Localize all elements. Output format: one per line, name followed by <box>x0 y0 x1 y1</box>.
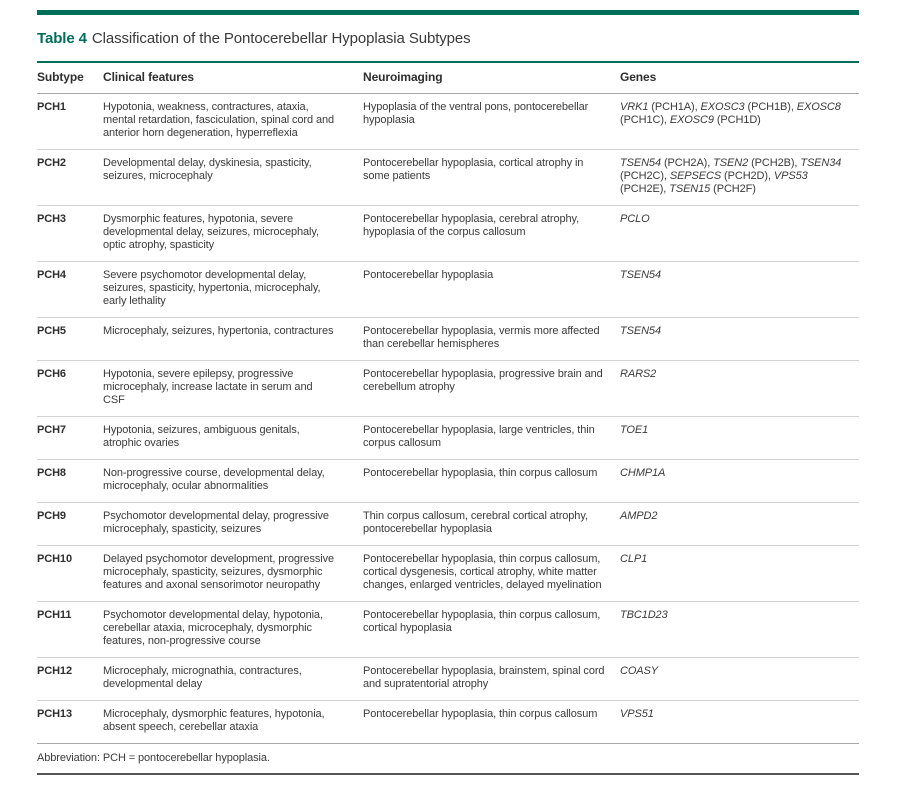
cell-clinical-features: Hypotonia, weakness, contractures, ataxia, mental retardation, fasciculation, spinal cord and anterior horn degeneration, hyperreflexia <box>103 101 335 139</box>
cell-genes <box>620 503 859 546</box>
cell-subtype: PCH8 <box>37 467 66 479</box>
gene-symbol: VPS51 <box>620 708 654 720</box>
cell-genes <box>620 417 859 460</box>
cell-genes: VRK1 (PCH1A), EXOSC3 (PCH1B), EXOSC8 (PCH1C), EXOSC9 (PCH1D) <box>620 101 841 126</box>
cell-neuroimaging: Pontocerebellar hypoplasia, large ventricles, thin corpus callosum <box>363 424 595 449</box>
cell-clinical-features: Severe psychomotor developmental delay, seizures, spasticity, hypertonia, microcephaly, early lethality <box>103 269 321 307</box>
cell-subtype: PCH10 <box>37 553 72 565</box>
table-row <box>37 206 859 262</box>
table-4-figure <box>37 10 859 775</box>
cell-genes <box>620 546 859 602</box>
cell-neuroimaging: Pontocerebellar hypoplasia, thin corpus callosum <box>363 708 598 720</box>
cell-clinical-features: Hypotonia, severe epilepsy, progressive microcephaly, increase lactate in serum and CSF <box>103 368 313 406</box>
cell-genes <box>620 658 859 701</box>
gene-symbol: TSEN34 <box>800 157 842 169</box>
cell-genes <box>620 318 859 361</box>
cell-neuroimaging: Pontocerebellar hypoplasia, thin corpus callosum <box>363 467 598 479</box>
gene-symbol: EXOSC8 <box>796 101 841 113</box>
gene-symbol: TOE1 <box>620 424 649 436</box>
gene-symbol: VRK1 <box>620 101 649 113</box>
cell-genes <box>620 602 859 658</box>
table-bottom-rule <box>37 773 859 775</box>
cell-neuroimaging: Hypoplasia of the ventral pons, pontocerebellar hypoplasia <box>363 101 589 126</box>
gene-symbol: EXOSC3 <box>700 101 745 113</box>
cell-genes <box>620 701 859 744</box>
cell-genes <box>620 206 859 262</box>
cell-neuroimaging: Pontocerebellar hypoplasia, vermis more affected than cerebellar hemispheres <box>363 325 600 350</box>
table-top-accent-bar <box>37 10 859 15</box>
cell-subtype: PCH12 <box>37 665 72 677</box>
gene-symbol: COASY <box>620 665 659 677</box>
gene-symbol: VPS53 <box>773 170 808 182</box>
cell-neuroimaging: Pontocerebellar hypoplasia, cerebral atrophy, hypoplasia of the corpus callosum <box>363 213 580 238</box>
cell-clinical-features: Microcephaly, dysmorphic features, hypotonia, absent speech, cerebellar ataxia <box>103 708 325 733</box>
cell-neuroimaging: Pontocerebellar hypoplasia <box>363 269 494 281</box>
cell-neuroimaging: Pontocerebellar hypoplasia, brainstem, spinal cord and supratentorial atrophy <box>363 665 605 690</box>
cell-clinical-features: Developmental delay, dyskinesia, spasticity, seizures, microcephaly <box>103 157 312 182</box>
gene-symbol: SEPSECS <box>669 170 722 182</box>
cell-neuroimaging: Thin corpus callosum, cerebral cortical atrophy, pontocerebellar hypoplasia <box>363 510 588 535</box>
cell-clinical-features: Psychomotor developmental delay, progressive microcephaly, spasticity, seizures <box>103 510 329 535</box>
table-footnote: Abbreviation: PCH = pontocerebellar hypoplasia. <box>37 752 270 764</box>
table-row <box>37 701 859 744</box>
gene-symbol: AMPD2 <box>620 510 658 522</box>
gene-symbol: TSEN15 <box>669 183 711 195</box>
cell-genes <box>620 262 859 318</box>
gene-symbol: CHMP1A <box>620 467 666 479</box>
column-header-clinical-features: Clinical features <box>103 70 195 84</box>
table-row <box>37 503 859 546</box>
cell-genes <box>620 460 859 503</box>
table-row <box>37 546 859 602</box>
cell-clinical-features: Psychomotor developmental delay, hypotonia, cerebellar ataxia, microcephaly, dysmorphic features, non-progressive course <box>103 609 323 647</box>
cell-subtype: PCH7 <box>37 424 66 436</box>
gene-symbol: EXOSC9 <box>669 114 714 126</box>
table-row <box>37 262 859 318</box>
table-row <box>37 94 859 150</box>
cell-subtype: PCH1 <box>37 101 66 113</box>
cell-clinical-features: Dysmorphic features, hypotonia, severe developmental delay, seizures, microcephaly, optic atrophy, spasticity <box>103 213 319 251</box>
gene-symbol: TBC1D23 <box>620 609 668 621</box>
cell-subtype: PCH13 <box>37 708 72 720</box>
gene-symbol: TSEN54 <box>620 157 661 169</box>
table-header <box>37 62 859 94</box>
cell-subtype: PCH5 <box>37 325 66 337</box>
table-row <box>37 460 859 503</box>
table-row <box>37 318 859 361</box>
gene-symbol: PCLO <box>620 213 650 225</box>
table-row <box>37 417 859 460</box>
pch-classification-table <box>37 61 859 744</box>
cell-subtype: PCH11 <box>37 609 72 621</box>
column-header-neuroimaging: Neuroimaging <box>363 70 443 84</box>
gene-symbol: TSEN54 <box>620 269 661 281</box>
table-body <box>37 94 859 744</box>
cell-subtype: PCH4 <box>37 269 66 281</box>
cell-clinical-features: Microcephaly, seizures, hypertonia, contractures <box>103 325 334 337</box>
gene-symbol: RARS2 <box>620 368 657 380</box>
cell-subtype: PCH3 <box>37 213 66 225</box>
cell-clinical-features: Microcephaly, micrognathia, contractures, developmental delay <box>103 665 302 690</box>
column-header-genes: Genes <box>620 70 657 84</box>
table-caption <box>37 29 859 48</box>
column-header-subtype: Subtype <box>37 70 84 84</box>
table-row <box>37 361 859 417</box>
gene-symbol: TSEN54 <box>620 325 661 337</box>
table-header-row <box>37 62 859 94</box>
table-row <box>37 602 859 658</box>
cell-neuroimaging: Pontocerebellar hypoplasia, thin corpus callosum, cortical hypoplasia <box>363 609 601 634</box>
cell-subtype: PCH9 <box>37 510 66 522</box>
table-caption-label: Table 4 <box>37 30 87 47</box>
cell-subtype: PCH6 <box>37 368 66 380</box>
cell-neuroimaging: Pontocerebellar hypoplasia, progressive brain and cerebellum atrophy <box>363 368 603 393</box>
cell-genes <box>620 361 859 417</box>
table-row <box>37 658 859 701</box>
cell-clinical-features: Delayed psychomotor development, progressive microcephaly, spasticity, seizures, dysmorphic features and axonal sensorimotor neuropathy <box>103 553 334 591</box>
table-caption-text: Classification of the Pontocerebellar Hypoplasia Subtypes <box>91 30 471 47</box>
cell-clinical-features: Non-progressive course, developmental delay, microcephaly, ocular abnormalities <box>103 467 325 492</box>
cell-genes: TSEN54 (PCH2A), TSEN2 (PCH2B), TSEN34 (PCH2C), SEPSECS (PCH2D), VPS53 (PCH2E), TSEN15 (PCH2F) <box>620 157 842 195</box>
cell-clinical-features: Hypotonia, seizures, ambiguous genitals, atrophic ovaries <box>103 424 300 449</box>
cell-neuroimaging: Pontocerebellar hypoplasia, cortical atrophy in some patients <box>363 157 584 182</box>
cell-neuroimaging: Pontocerebellar hypoplasia, thin corpus callosum, cortical dysgenesis, cortical atrophy, white matter changes, enlarged ventricles, delayed myelination <box>363 553 602 591</box>
gene-symbol: TSEN2 <box>713 157 749 169</box>
gene-symbol: CLP1 <box>620 553 648 565</box>
table-row <box>37 150 859 206</box>
cell-subtype: PCH2 <box>37 157 66 169</box>
